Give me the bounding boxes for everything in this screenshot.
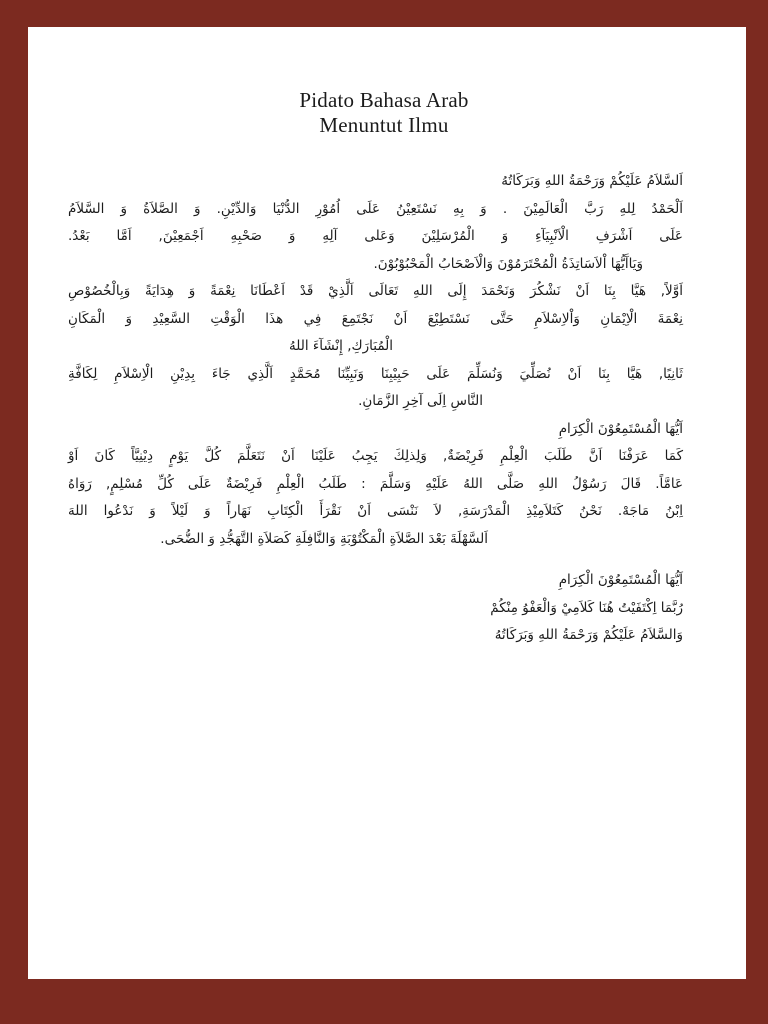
text-line: اَلسَّلاَمُ عَلَيْكُمْ وَرَحْمَةُ اللهِ وَبَرَكَاتُهُ — [501, 173, 683, 189]
text-line: الْمُبَارَكِ, إِنْشَآءَ اللهُ — [289, 338, 393, 354]
text-line: اَلْحَمْدُ لِلهِ رَبَّ الْعَالَمِيْنَ . وَ بِهِ نَسْتَعِيْنُ عَلَى اُمُوْرِ الدُّنْيَا وَالدِّيْنِ. وَ الصَّلاَةُ وَ السَّلاَمُ — [68, 200, 683, 217]
text-line: ثَانِيًا, هَيَّا بِنَا اَنْ نُصَلِّيَ وَنُسَلِّمَ عَلَى حَبِيْبِنَا وَنَبِيِّنَا مُحَمَّدٍ اَلَّذِي جَاءَ بِدِيْنِ الْاِسْلاَمِ لِكَافَّةِ — [68, 365, 683, 382]
text-line: اَوَّلاً, هَيَّا بِنَا اَنْ نَشْكُرَ وَنَحْمَدَ إِلَى اللهِ تَعَالَى اَلَّذِيْ قَدْ اَعْطَانَا نِعْمَةً وَ هِدَايَةً وَبِالْخُصُوْصِ — [68, 283, 683, 299]
text-line: اَلسَّهْلَةَ بَعْدَ الصَّلاَةِ الْمَكْتُوْبَةِ وَالنَّافِلَةِ كَصَلاَةِ التَّهَجُّدِ وَ الضُّحَى. — [160, 530, 488, 547]
text-line: وَيَاآَيُّهَا اْلاَسَاتِذَةُ الْمُحْتَرَمُوْنَ وَالْاَصْحَابُ الْمَحْبُوْبُوْنَ. — [373, 255, 643, 272]
text-line: اَيُّهَا الْمُسْتَمِعُوْنَ الْكِرَامِ — [558, 572, 683, 588]
text-line: عَامَّاً. قَالَ رَسُوْلُ اللهِ صَلَّى اللهُ عَلَيْهِ وَسَلَّمَ : طَلَبُ الْعِلْمِ فَرِيْضَةٌ عَلَى كُلِّ مُسْلِمٍ, رَوَاهُ — [68, 475, 683, 492]
text-line: اِبْنُ مَاجَهْ. نَحْنُ كَتَلاَمِيْذِ الْمَدْرَسَةِ, لاَ نَنْسَى اَنْ نَقْرَأَ الْكِتَابِ نَهَاراً وَ لَيْلاً وَ نَدْعُوا اللهَ — [68, 503, 683, 519]
text-line: عَلَى اَشْرَفِ الْاَنْبِيَآءِ وَ الْمُرْسَلِيْنَ وَعَلى آلِهِ وَ صَحْبِهِ اَجْمَعِيْنَ, اَمَّا بَعْدُ. — [68, 228, 683, 244]
viewer-frame-right — [746, 0, 768, 1024]
document-title — [0, 88, 768, 138]
viewer-frame-top — [0, 0, 768, 27]
text-line: اَيُّهَا الْمُسْتَمِعُوْنَ الْكِرَامِ — [558, 420, 683, 437]
text-line: النَّاسِ اِلَى آخِرِ الزَّمَانِ. — [358, 393, 483, 409]
text-line: نِعْمَةَ الْاِيْمَانِ وَاْلاِسْلاَمِ حَتَّى نَسْتَطِيْعَ اَنْ نَجْتَمِعَ فِي هذَا الْوَقْتِ السَّعِيْدِ وَ الْمَكَانِ — [68, 310, 683, 327]
title-line-2: Menuntut Ilmu — [319, 113, 449, 137]
viewer-frame-bottom — [0, 979, 768, 1024]
viewer-frame-left — [0, 0, 28, 1024]
text-line: رُبَّمَا اِكْتَفَيْتُ هُنَا كَلاَمِيْ وَالْعَفْوُ مِنْكُمْ — [490, 599, 683, 616]
title-line-1: Pidato Bahasa Arab — [299, 88, 469, 112]
text-line: وَالسَّلاَمُ عَلَيْكُمْ وَرَحْمَةُ اللهِ وَبَرَكَاتُهُ — [494, 627, 683, 643]
text-line: كَمَا عَرَفْنَا اَنَّ طَلَبَ الْعِلْمِ فَرِيْضَةٌ, وَلِذلِكَ يَجِبُ عَلَيْنَا اَنْ نَتَعَلَّمَ كُلَّ يَوْمٍ دِيْنِيَّاً كَانَ اَوْ — [68, 448, 683, 464]
arabic-text-body — [68, 168, 683, 650]
